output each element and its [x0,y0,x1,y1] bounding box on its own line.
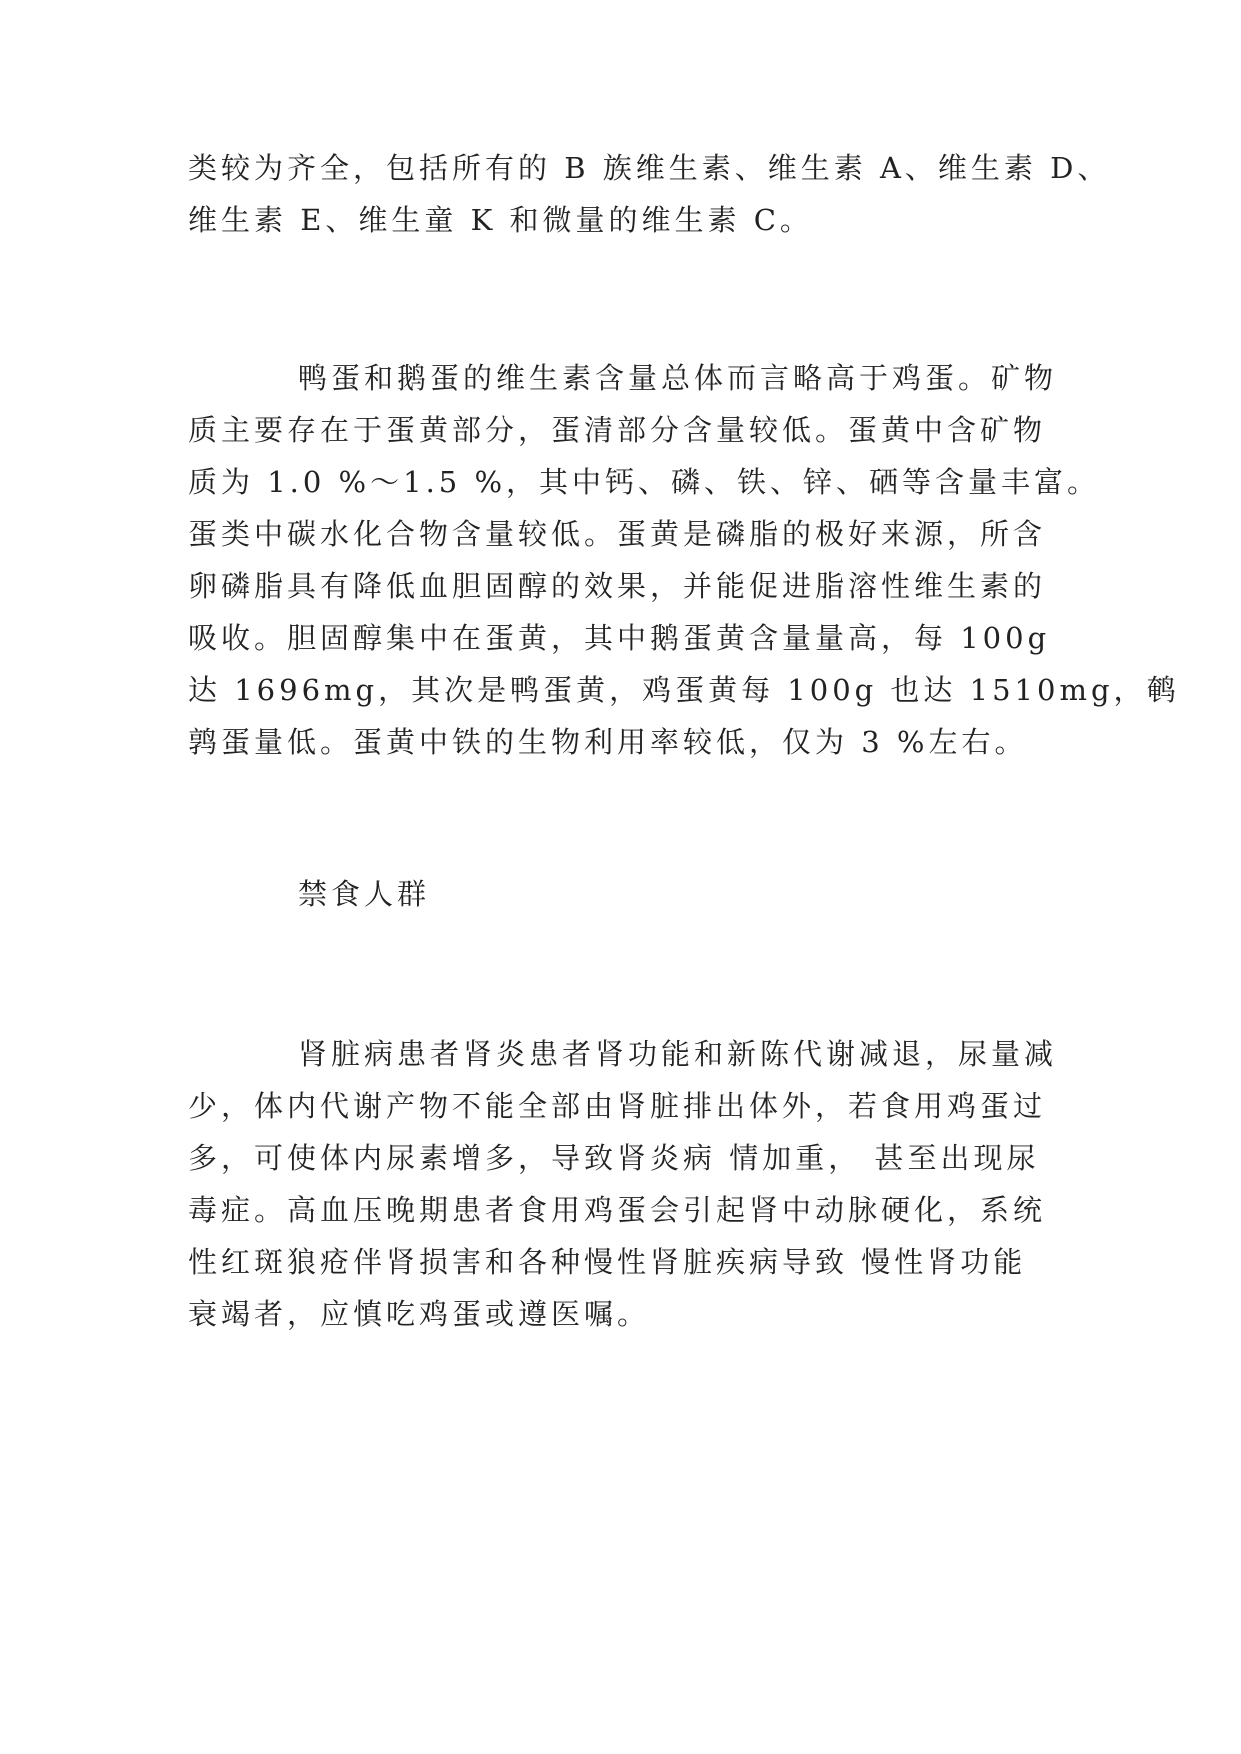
paragraph-line: 类较为齐全，包括所有的 B 族维生素、维生素 A、维生素 D、 [188,151,1111,185]
paragraph-line: 蛋类中碳水化合物含量较低。蛋黄是磷脂的极好来源，所含 [188,517,1047,551]
paragraph-line: 少，体内代谢产物不能全部由肾脏排出体外，若食用鸡蛋过 [188,1089,1047,1123]
paragraph-line: 毒症。高血压晚期患者食用鸡蛋会引起肾中动脉硬化，系统 [188,1193,1047,1227]
paragraph-line: 卵磷脂具有降低血胆固醇的效果，并能促进脂溶性维生素的 [188,569,1047,603]
section-heading: 禁食人群 [298,877,431,911]
paragraph-line: 吸收。胆固醇集中在蛋黄，其中鹅蛋黄含量量高，每 100g [188,621,1051,655]
paragraph-line: 鹑蛋量低。蛋黄中铁的生物利用率较低，仅为 3 %左右。 [188,725,1028,759]
paragraph-line: 衰竭者，应慎吃鸡蛋或遵医嘱。 [188,1297,651,1331]
paragraph-line: 肾脏病患者肾炎患者肾功能和新陈代谢减退，尿量减 [298,1037,1058,1071]
paragraph-line: 达 1696mg，其次是鸭蛋黄，鸡蛋黄每 100g 也达 1510mg，鹌 [188,673,1180,707]
paragraph-line: 质主要存在于蛋黄部分，蛋清部分含量较低。蛋黄中含矿物 [188,413,1047,447]
paragraph-line: 性红斑狼疮伴肾损害和各种慢性肾脏疾病导致 慢性肾功能 [188,1245,1027,1279]
paragraph-line: 多，可使体内尿素增多，导致肾炎病 情加重， 甚至出现尿 [188,1141,1040,1175]
paragraph-line: 维生素 E、维生童 K 和微量的维生素 C。 [188,203,813,237]
paragraph-line: 质为 1.0 %～1.5 %，其中钙、磷、铁、锌、硒等含量丰富。 [188,465,1101,499]
paragraph-line: 鸭蛋和鹅蛋的维生素含量总体而言略高于鸡蛋。矿物 [298,361,1058,395]
